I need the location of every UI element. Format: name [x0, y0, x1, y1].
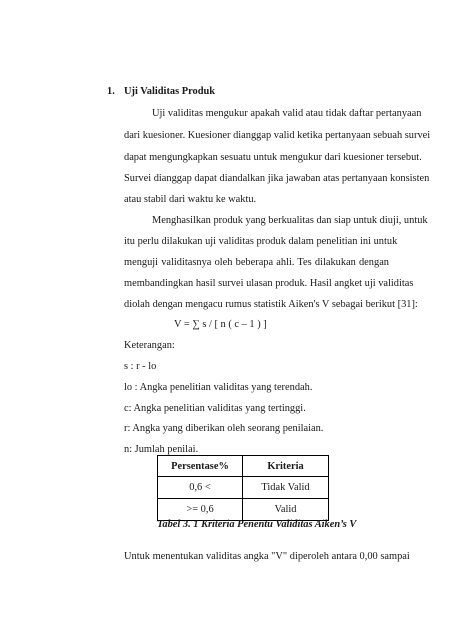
table-cell: Valid: [243, 499, 329, 521]
table-cell: 0,6 <: [158, 477, 243, 499]
para1-line: dapat mengungkapkan sesuatu untuk mengukur dari kuesioner tersebut.: [124, 152, 422, 163]
aiken-formula: V = ∑ s / [ n ( c – 1 ) ]: [174, 319, 267, 330]
para2-line: itu perlu dilakukan uji validitas produk dalam penelitian ini untuk: [124, 236, 398, 247]
keterangan-item: r: Angka yang diberikan oleh seorang penilaian.: [124, 423, 324, 434]
para2-line: diolah dengan mengacu rumus statistik Aiken's V sebagai berikut [31]:: [124, 299, 418, 310]
criteria-table: [157, 455, 329, 521]
keterangan-item: c: Angka penelitian validitas yang tertinggi.: [124, 403, 306, 414]
section-title: Uji Validitas Produk: [124, 86, 216, 97]
section-number: 1.: [107, 86, 115, 97]
para2-line: Menghasilkan produk yang berkualitas dan siap untuk diuji, untuk: [152, 215, 428, 226]
table-cell: >= 0,6: [158, 499, 243, 521]
table-header-cell: Kriteria: [243, 456, 329, 477]
table-cell: Tidak Valid: [243, 477, 329, 499]
keterangan-item: n: Jumlah penilai.: [124, 444, 199, 455]
keterangan-item: lo : Angka penelitian validitas yang terendah.: [124, 382, 313, 393]
keterangan-item: s : r - lo: [124, 361, 157, 372]
para1-line: atau stabil dari waktu ke waktu.: [124, 194, 257, 205]
para3-line: Untuk menentukan validitas angka "V" diperoleh antara 0,00 sampai: [124, 551, 410, 562]
para1-line: dari kuesioner. Kuesioner dianggap valid ketika pertanyaan sebuah survei: [124, 130, 431, 141]
para1-line: Uji validitas mengukur apakah valid atau tidak daftar pertanyaan: [152, 108, 422, 119]
para2-line: menguji validitasnya oleh beberapa ahli. Tes dilakukan dengan: [124, 257, 389, 268]
table-row: [158, 477, 329, 499]
para1-line: Survei dianggap dapat diandalkan jika jawaban atas pertanyaan konsisten: [124, 173, 430, 184]
para2-line: membandingkan hasil survei ulasan produk. Hasil angket uji validitas: [124, 278, 414, 289]
keterangan-title: Keterangan:: [124, 340, 175, 351]
table-caption: Tabel 3. 1 Kriteria Penentu Validitas Aiken’s V: [157, 519, 357, 530]
table-header-row: [158, 456, 329, 477]
table-header-cell: Persentase%: [158, 456, 243, 477]
